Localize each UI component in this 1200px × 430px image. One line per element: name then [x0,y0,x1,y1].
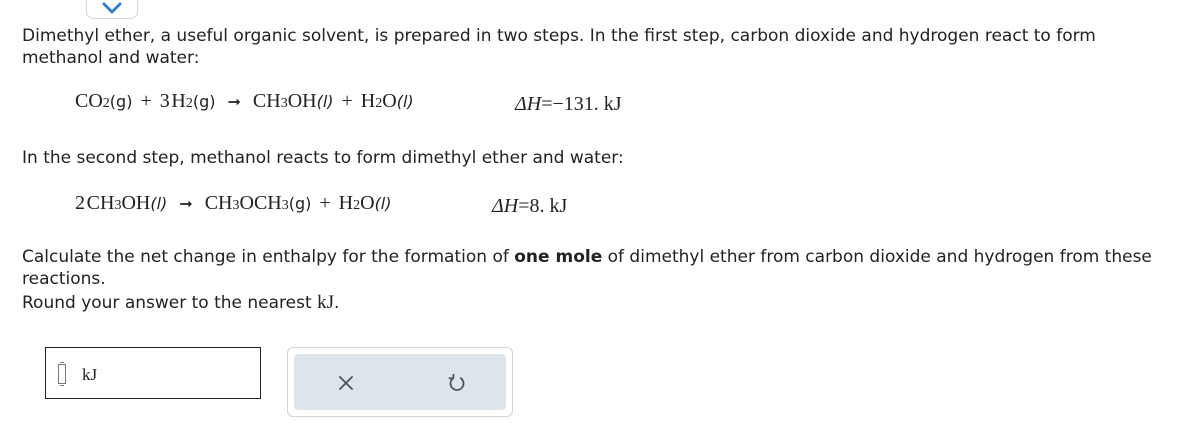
rounding-period: . [333,293,340,313]
plus-sign: + [319,192,331,214]
co2-formula: CO [75,90,103,112]
methanol-formula-end: OH [287,90,317,112]
delta-h-value: =8. kJ [518,195,568,217]
coefficient: 3 [159,90,170,112]
water-formula: H [338,192,354,214]
clear-button[interactable] [328,368,364,398]
question-text: Calculate the net change in enthalpy for the formation of [22,247,515,267]
h2-formula: H [171,90,186,112]
reaction-2-enthalpy [492,195,567,218]
methanol-formula-end: OH [121,192,151,214]
delta-h-value: =−131. kJ [541,93,622,115]
delta-h-symbol: ΔH [492,195,519,217]
second-step-paragraph: In the second step, methanol reacts to form dimethyl ether and water: [22,148,624,168]
phase-label: (l) [396,92,414,111]
rounding-instruction [22,292,1182,314]
plus-sign: + [341,90,353,112]
methanol-formula: CH [86,192,115,214]
methanol-formula: CH [252,90,281,112]
reaction-1-equation: CO 2 (g) + 3 H 2 (g) ➞ CH 3 OH (l) + H 2 O (l) [75,90,414,112]
water-formula-end: O [360,192,375,214]
phase-label: (g) [109,92,133,111]
phase-label: (l) [374,194,392,213]
rounding-text: Round your answer to the nearest [22,293,318,313]
question-paragraph [22,246,1182,290]
dimethyl-ether-formula: CH [204,192,233,214]
reaction-1-enthalpy [515,93,622,116]
rounding-unit: kJ [317,292,334,313]
undo-button[interactable] [439,368,475,398]
delta-h-symbol: ΔH [515,93,542,115]
chevron-down-icon [101,1,123,15]
action-panel-inner [294,354,506,410]
dimethyl-ether-formula-mid: OCH [239,192,282,214]
action-panel [287,347,513,417]
plus-sign: + [140,90,152,112]
collapse-toggle[interactable] [86,0,138,19]
answer-input[interactable] [58,364,66,384]
answer-box [45,347,261,399]
water-formula-end: O [382,90,397,112]
close-icon [338,375,354,391]
reaction-2-equation: 2 CH 3 OH (l) ➞ CH 3 OCH 3 (g) + H 2 O (l) [75,192,392,214]
undo-icon [447,373,467,393]
intro-paragraph: Dimethyl ether, a useful organic solvent, is prepared in two steps. In the first step, carbon dioxide and hydrogen react to form methanol and water: [22,26,1096,68]
phase-label: (l) [150,194,168,213]
question-text-end: of dimethyl ether from carbon dioxide and hydrogen from these reactions. [22,247,1152,289]
water-formula: H [360,90,376,112]
coefficient: 2 [75,192,85,214]
phase-label: (l) [316,92,334,111]
reaction-arrow-icon: ➞ [227,94,241,111]
question-emphasis: one mole [514,247,603,267]
answer-unit: kJ [82,365,98,384]
phase-label: (g) [192,92,216,111]
phase-label: (g) [288,194,312,213]
reaction-arrow-icon: ➞ [179,196,193,213]
